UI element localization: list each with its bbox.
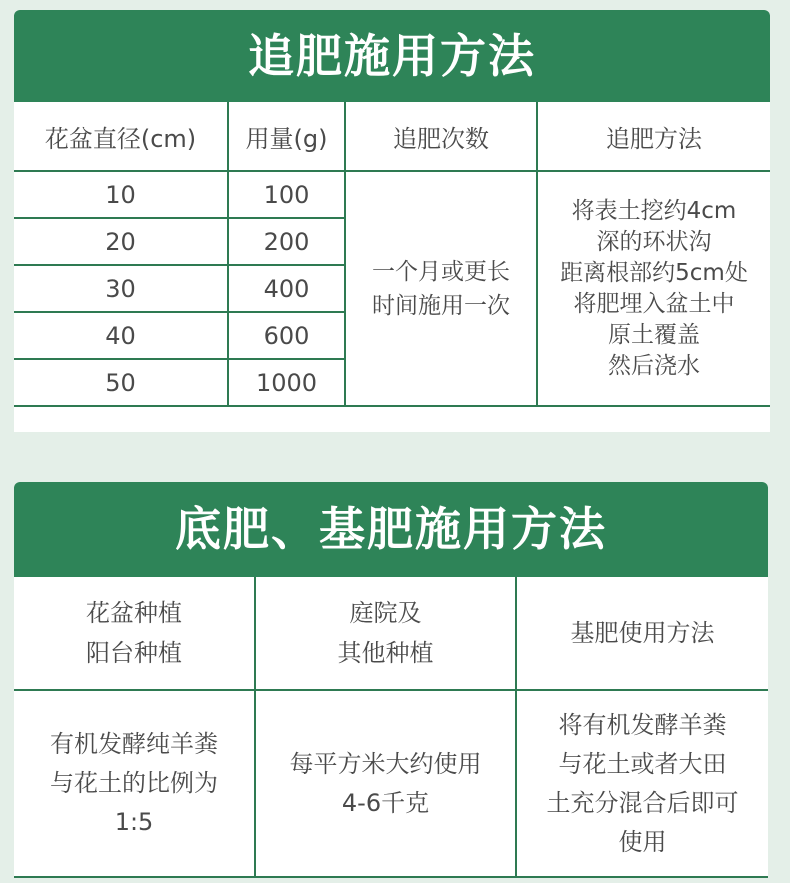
- header-pot-balcony: [14, 577, 255, 690]
- cell-line: 将有机发酵羊粪: [558, 710, 727, 739]
- amount-cell: 200: [228, 218, 345, 265]
- method-line: 深的环状沟: [596, 228, 712, 255]
- pot-diameter-cell: 50: [14, 359, 228, 406]
- header-line: 阳台种植: [86, 639, 182, 667]
- frequency-cell: [345, 171, 537, 406]
- cell-line: 1:5: [114, 808, 154, 836]
- topdressing-title: 追肥施用方法: [14, 10, 770, 102]
- cell-line: 与花土或者大田: [558, 749, 727, 778]
- amount-cell: 400: [228, 265, 345, 312]
- method-line: 然后浇水: [608, 352, 700, 379]
- base-fertilizer-table: [14, 577, 768, 878]
- header-line: 庭院及: [349, 599, 422, 627]
- pot-diameter-cell: 30: [14, 265, 228, 312]
- amount-cell: 1000: [228, 359, 345, 406]
- header-frequency: 追肥次数: [345, 102, 537, 171]
- header-yard-other: [255, 577, 516, 690]
- amount-cell: 100: [228, 171, 345, 218]
- header-line: 花盆种植: [86, 599, 182, 627]
- cell-line: 使用: [618, 827, 667, 856]
- topdressing-table: [14, 102, 770, 407]
- cell-line: 土充分混合后即可: [546, 788, 739, 817]
- header-base-method: [516, 577, 768, 690]
- header-amount: 用量(g): [228, 102, 345, 171]
- cell-line: 4-6千克: [341, 788, 430, 817]
- amount-cell: 600: [228, 312, 345, 359]
- table-row: [14, 171, 770, 218]
- method-line: 距离根部约5cm处: [560, 259, 748, 286]
- base-fertilizer-card: [14, 482, 768, 878]
- frequency-line: 一个月或更长: [372, 258, 510, 285]
- cell-line: 有机发酵纯羊粪: [50, 730, 218, 758]
- cell-line: 每平方米大约使用: [289, 749, 482, 778]
- method-line: 将表土挖约4cm: [571, 197, 737, 224]
- method-cell: [537, 171, 770, 406]
- pot-diameter-cell: 10: [14, 171, 228, 218]
- table-header-row: [14, 577, 768, 690]
- pot-balcony-cell: [14, 690, 255, 877]
- table-row: [14, 690, 768, 877]
- frequency-line: 时间施用一次: [372, 292, 510, 319]
- header-method: 追肥方法: [537, 102, 770, 171]
- cell-line: 与花土的比例为: [50, 769, 218, 797]
- pot-diameter-cell: 20: [14, 218, 228, 265]
- base-method-cell: [516, 690, 768, 877]
- header-pot-diameter: 花盆直径(cm): [14, 102, 228, 171]
- method-line: 原土覆盖: [608, 321, 700, 348]
- header-line: 其他种植: [337, 639, 434, 667]
- base-fertilizer-title: 底肥、基肥施用方法: [14, 482, 768, 577]
- topdressing-card: [14, 10, 770, 432]
- pot-diameter-cell: 40: [14, 312, 228, 359]
- header-line: 基肥使用方法: [570, 619, 715, 647]
- table-header-row: [14, 102, 770, 171]
- yard-other-cell: [255, 690, 516, 877]
- method-line: 将肥埋入盆土中: [573, 290, 735, 317]
